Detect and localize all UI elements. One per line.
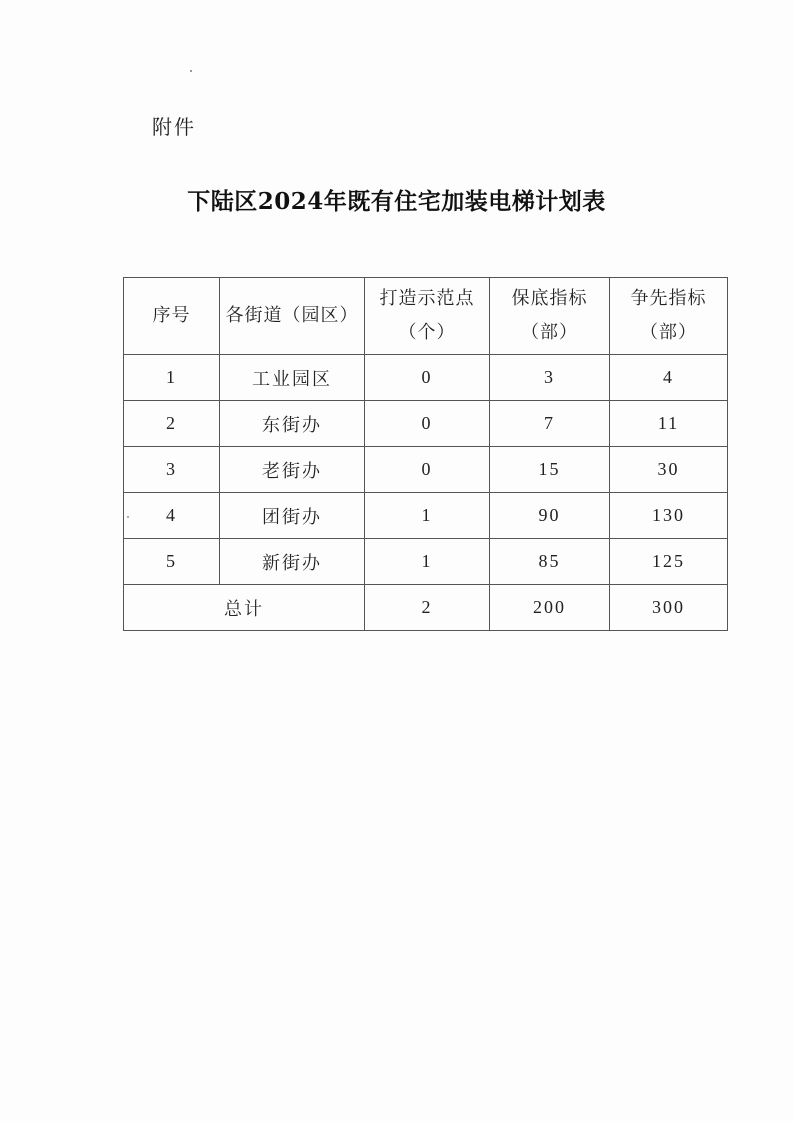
header-district: 各街道（园区） [220, 278, 365, 355]
header-demo-line1: 打造示范点 [379, 288, 475, 309]
row-base: 15 [490, 447, 610, 493]
row-base: 3 [490, 355, 610, 401]
table-row [124, 493, 728, 539]
row-district: 老街办 [220, 447, 365, 493]
row-demo: 0 [365, 401, 490, 447]
row-target: 4 [610, 355, 728, 401]
row-index: 4 [124, 493, 220, 539]
row-demo: 1 [365, 493, 490, 539]
scan-speck [190, 70, 192, 72]
total-demo: 2 [365, 585, 490, 631]
row-base: 90 [490, 493, 610, 539]
row-demo: 0 [365, 355, 490, 401]
row-district: 东街办 [220, 401, 365, 447]
row-target: 125 [610, 539, 728, 585]
header-base-target [490, 278, 610, 355]
table-row [124, 539, 728, 585]
header-demo-line2: （个） [398, 322, 456, 343]
header-stretch-target [610, 278, 728, 355]
row-district: 工业园区 [220, 355, 365, 401]
header-base-line1: 保底指标 [511, 288, 588, 309]
document-title: 下陆区2024年既有住宅加装电梯计划表 [187, 188, 606, 215]
row-target: 30 [610, 447, 728, 493]
header-target-line2: （部） [640, 322, 697, 343]
row-demo: 0 [365, 447, 490, 493]
elevator-plan-table [123, 277, 728, 631]
row-index: 3 [124, 447, 220, 493]
total-target: 300 [610, 585, 728, 631]
header-demo-points [365, 278, 490, 355]
table-row [124, 447, 728, 493]
row-base: 85 [490, 539, 610, 585]
header-base-line2: （部） [521, 322, 578, 343]
row-demo: 1 [365, 539, 490, 585]
table-total-row [124, 585, 728, 631]
total-base: 200 [490, 585, 610, 631]
row-target: 130 [610, 493, 728, 539]
row-target: 11 [610, 401, 728, 447]
row-district: 团街办 [220, 493, 365, 539]
row-index: 1 [124, 355, 220, 401]
row-index: 5 [124, 539, 220, 585]
attachment-label: 附件 [152, 115, 196, 139]
total-label: 总计 [124, 585, 365, 631]
table-header-row [124, 278, 728, 355]
table-row [124, 355, 728, 401]
row-district: 新街办 [220, 539, 365, 585]
header-index: 序号 [124, 278, 220, 355]
table-row [124, 401, 728, 447]
row-index: 2 [124, 401, 220, 447]
header-target-line1: 争先指标 [630, 288, 707, 309]
row-base: 7 [490, 401, 610, 447]
